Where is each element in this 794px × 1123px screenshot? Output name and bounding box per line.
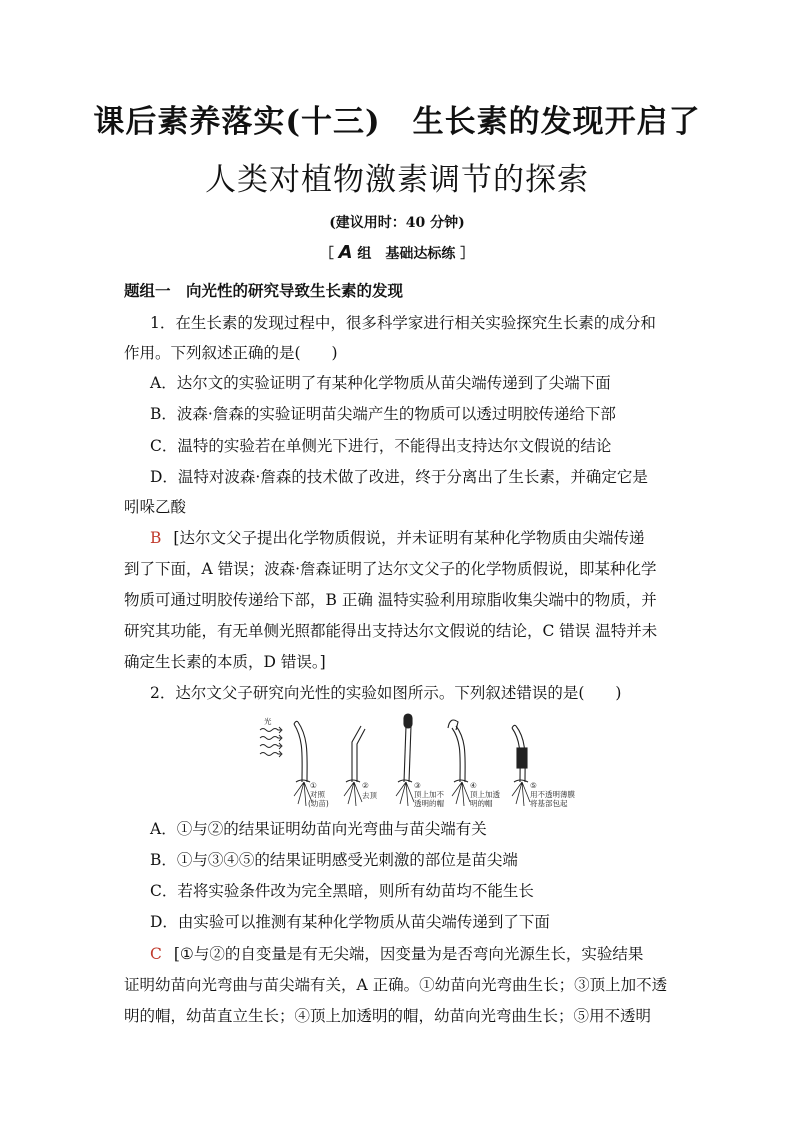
page-title-line2: 人类对植物激素调节的探索 [205, 162, 589, 198]
group-bracket-open: ［ [319, 246, 334, 262]
q1-explanation-line1 [150, 528, 710, 548]
q1-explanation-line3: 物质可通过明胶传递给下部，B 正确 温特实验利用琼脂收集尖端中的物质，并 [124, 591, 657, 609]
light-arrows-icon [260, 727, 282, 757]
q1-explanation-line4: 研究其功能，有无单侧光照都能得出支持达尔文假说的结论，C 错误 温特并未 [124, 622, 658, 640]
time-note: (建议用时：40 分钟) [329, 215, 465, 231]
q2-option-b: B．①与③④⑤的结果证明感受光刺激的部位是苗尖端 [150, 851, 518, 869]
seedling-4-transparent-cap [448, 720, 470, 806]
seedling-5-caption-b: 将基部包起 [530, 799, 568, 808]
q1-answer-letter: B [150, 529, 162, 547]
seedling-4-caption-b: 明的帽 [470, 799, 493, 808]
seedling-3-caption-b: 透明的帽 [414, 799, 444, 808]
seedling-diagram [258, 712, 586, 812]
seedling-5-opaque-sleeve [512, 725, 530, 806]
q1-option-d-line1: D．温特对波森·詹森的技术做了改进，终于分离出了生长素，并确定它是 [150, 468, 648, 486]
seedling-experiment-figure [258, 712, 586, 812]
page-title-line1: 课后素养落实(十三) 生长素的发现开启了 [93, 104, 701, 140]
q1-option-d-line2: 吲哚乙酸 [124, 498, 187, 516]
seedling-5-caption-a: 用不透明薄膜 [530, 790, 575, 799]
q1-stem-line2: 作用。下列叙述正确的是( ) [124, 344, 338, 362]
q1-explanation-line2: 到了下面，A 错误；波森·詹森证明了达尔文父子的化学物质假说，即某种化学 [124, 560, 657, 578]
seedling-4-caption-a: 顶上加透 [470, 790, 500, 799]
q1-explanation-text: [达尔文父子提出化学物质假说，并未证明有某种化学物质由尖端传递 [173, 529, 645, 547]
seedling-2-caption-a: 去顶 [362, 791, 377, 800]
seedling-2-number: ② [362, 781, 369, 790]
group-bracket-close: ］ [460, 246, 475, 262]
q2-option-a: A．①与②的结果证明幼苗向光弯曲与苗尖端有关 [150, 820, 487, 838]
seedling-4-number: ④ [470, 781, 477, 790]
seedling-3-number: ③ [414, 781, 421, 790]
q2-explanation-text: [①与②的自变量是有无尖端，因变量为是否弯向光源生长，实验结果 [173, 945, 644, 963]
seedling-1-caption-b: (幼苗) [308, 799, 329, 808]
q2-explanation-line1 [150, 944, 710, 964]
q2-answer-letter: C [150, 945, 162, 963]
group-letter: A [338, 242, 353, 263]
seedling-3-caption-a: 顶上加不 [414, 790, 444, 799]
q1-stem-line1: 1．在生长素的发现过程中，很多科学家进行相关实验探究生长素的成分和 [150, 314, 656, 332]
q2-option-c: C．若将实验条件改为完全黑暗，则所有幼苗均不能生长 [150, 882, 534, 900]
q1-option-a: A．达尔文的实验证明了有某种化学物质从苗尖端传递到了尖端下面 [150, 374, 611, 392]
q2-explanation-line3: 明的帽，幼苗直立生长；④顶上加透明的帽，幼苗向光弯曲生长；⑤用不透明 [124, 1007, 652, 1025]
q2-option-d: D．由实验可以推测有某种化学物质从苗尖端传递到了下面 [150, 913, 550, 931]
seedling-3-opaque-cap [396, 714, 414, 806]
q1-option-b: B．波森·詹森的实验证明苗尖端产生的物质可以透过明胶传递给下部 [150, 405, 616, 423]
q1-option-c: C．温特的实验若在单侧光下进行，不能得出支持达尔文假说的结论 [150, 437, 612, 455]
q2-stem: 2．达尔文父子研究向光性的实验如图所示。下列叙述错误的是( ) [150, 684, 622, 702]
group-heading [0, 242, 794, 263]
light-label: 光 [264, 717, 272, 726]
seedling-1-number: ① [310, 781, 317, 790]
q2-explanation-line2: 证明幼苗向光弯曲与苗尖端有关，A 正确。①幼苗向光弯曲生长；③顶上加不透 [124, 976, 668, 994]
group-label: 组 基础达标练 [357, 246, 456, 262]
seedling-1-caption-a: 对照 [310, 790, 325, 799]
seedling-5-number: ⑤ [530, 781, 537, 790]
q1-explanation-line5: 确定生长素的本质，D 错误。] [124, 653, 326, 671]
section-heading: 题组一 向光性的研究导致生长素的发现 [124, 281, 404, 300]
